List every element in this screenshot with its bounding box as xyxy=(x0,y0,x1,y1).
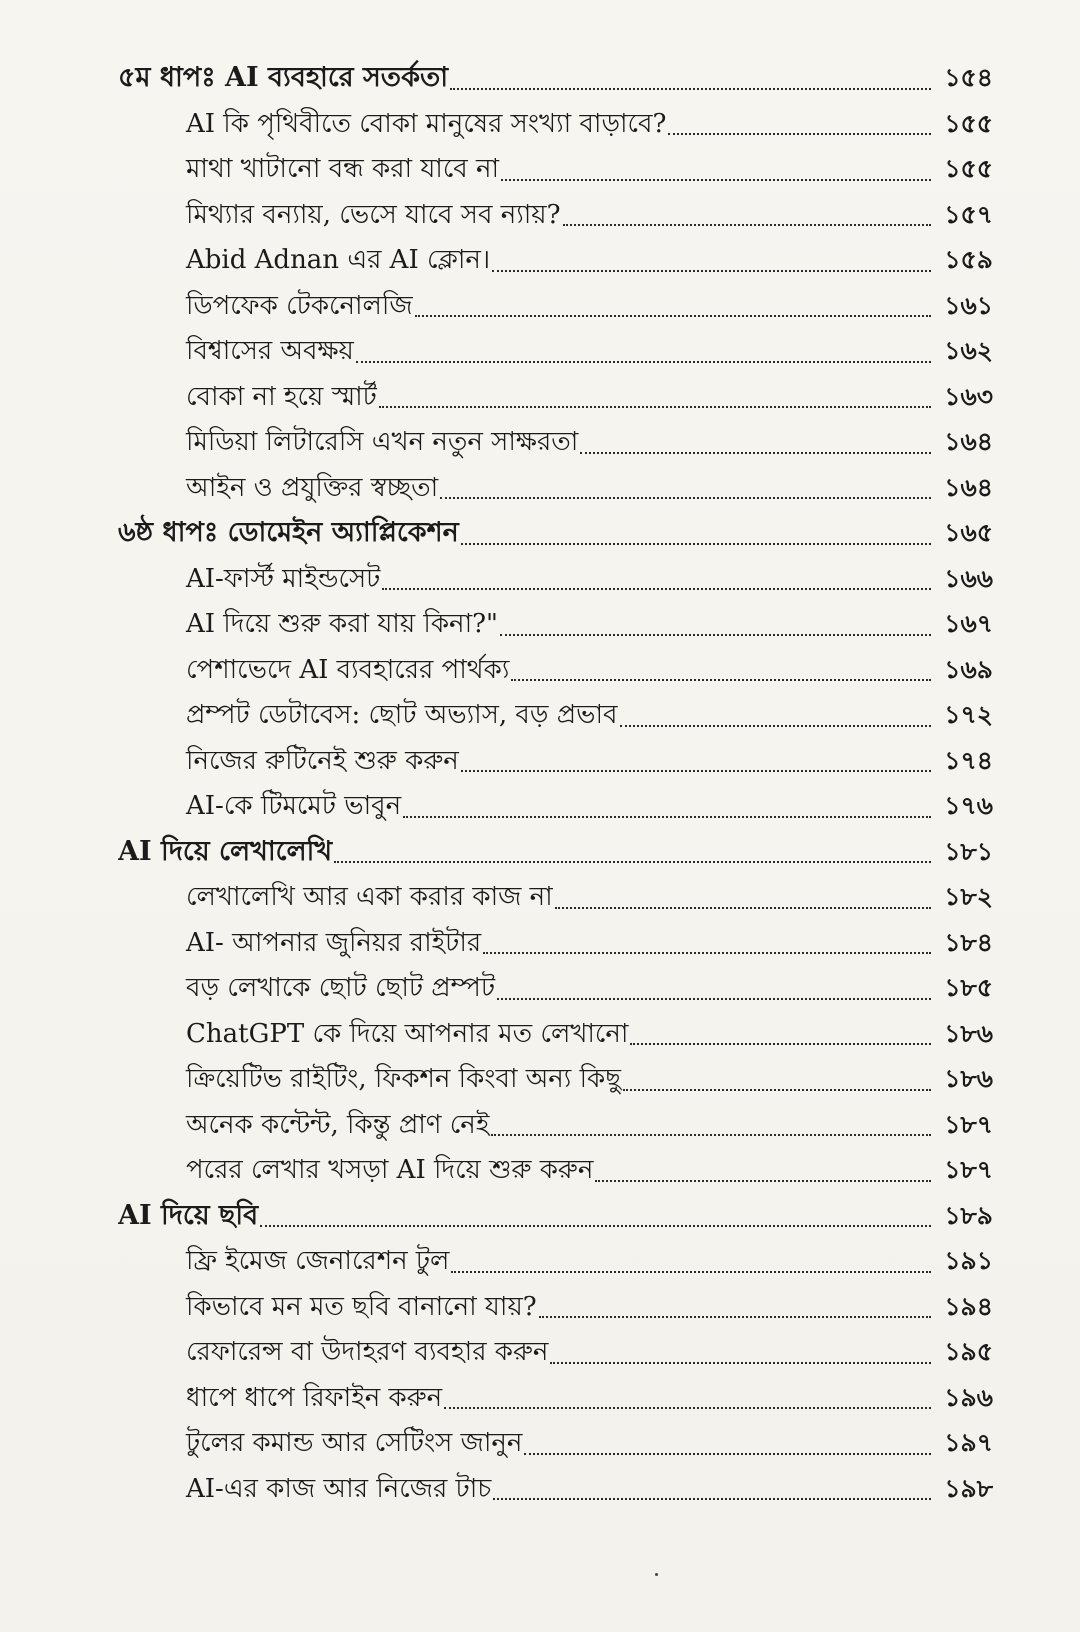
dot-leader xyxy=(461,543,931,545)
dot-leader xyxy=(461,770,931,772)
toc-entry-title: ক্রিয়েটিভ রাইটিং, ফিকশন কিংবা অন্য কিছু xyxy=(186,1064,621,1094)
toc-subentry xyxy=(118,465,993,511)
toc-subentry xyxy=(118,374,993,420)
toc-entry-title: ChatGPT কে দিয়ে আপনার মত লেখানো xyxy=(186,1018,629,1049)
toc-entry-title: ধাপে ধাপে রিফাইন করুন xyxy=(186,1382,443,1413)
dot-leader xyxy=(630,1043,931,1045)
toc-subentry xyxy=(118,647,993,693)
toc-subentry xyxy=(118,783,993,829)
toc-entry-title: বিশ্বাসের অবক্ষয় xyxy=(186,336,354,366)
toc-page-number: ১৮৭ xyxy=(944,1109,993,1139)
dot-leader xyxy=(382,588,931,590)
toc-entry-title: বোকা না হয়ে স্মার্ট xyxy=(186,381,377,412)
toc-subentry xyxy=(118,1284,993,1330)
toc-page-number: ১৯৬ xyxy=(944,1382,993,1412)
toc-page-number: ১৫৭ xyxy=(944,199,993,229)
toc-page-number: ১৯৮ xyxy=(944,1473,993,1503)
toc-page-number: ১৮৬ xyxy=(944,1064,993,1093)
toc-entry-title: AI-এর কাজ আর নিজের টাচ xyxy=(186,1473,492,1504)
toc-subentry xyxy=(118,692,993,738)
toc-entry-title: পরের লেখার খসড়া AI দিয়ে শুরু করুন xyxy=(186,1155,594,1185)
toc-page-number: ১৭৪ xyxy=(944,745,993,775)
toc-entry-title: মাথা খাটানো বন্ধ করা যাবে না xyxy=(186,154,500,184)
toc-entry-title: কিভাবে মন মত ছবি বানানো যায়? xyxy=(186,1291,537,1322)
toc-subentry xyxy=(118,1238,993,1284)
dot-leader xyxy=(501,179,931,181)
dot-leader xyxy=(668,133,931,135)
toc-subentry xyxy=(118,965,993,1011)
toc-subentry xyxy=(118,146,993,192)
toc-subentry xyxy=(118,192,993,238)
dot-leader xyxy=(493,1498,931,1500)
dot-leader xyxy=(623,1089,931,1091)
toc-entry-title: AI দিয়ে লেখালেখি xyxy=(118,835,333,867)
dot-leader xyxy=(550,1362,931,1364)
toc-page-number: ১৫৯ xyxy=(944,245,993,274)
toc-page-number: ১৬৪ xyxy=(944,427,993,456)
toc-entry-title: মিথ্যার বন্যায়, ভেসে যাবে সব ন্যায়? xyxy=(186,199,561,230)
toc-page-number: ১৮২ xyxy=(944,882,993,911)
toc-subentry xyxy=(118,237,993,283)
toc-subentry xyxy=(118,101,993,147)
dot-leader xyxy=(580,452,931,454)
dot-leader xyxy=(595,1180,931,1182)
dot-leader xyxy=(450,88,931,90)
toc-page-number: ১৭৬ xyxy=(944,791,993,820)
toc-page-number: ১৬৭ xyxy=(944,609,993,638)
toc-page-number: ১৬৪ xyxy=(944,472,993,502)
toc-page-number: ১৯৫ xyxy=(944,1337,993,1366)
toc-subentry xyxy=(118,1329,993,1375)
toc-entry-title: নিজের রুটিনেই শুরু করুন xyxy=(186,745,459,776)
toc-section-entry xyxy=(118,55,993,101)
dot-leader xyxy=(555,907,931,909)
toc-page-number: ১৫৫ xyxy=(944,108,993,138)
toc-subentry xyxy=(118,1056,993,1102)
dot-leader xyxy=(563,224,931,226)
toc-page-number: ১৫৪ xyxy=(944,63,993,92)
dot-leader xyxy=(356,361,931,363)
dot-leader xyxy=(451,1271,931,1273)
dot-leader xyxy=(500,634,931,636)
toc-entry-title: বড় লেখাকে ছোট ছোট প্রম্পট xyxy=(186,973,495,1003)
toc-entry-title: AI দিয়ে শুরু করা যায় কিনা?" xyxy=(186,609,499,639)
toc-entry-title: আইন ও প্রযুক্তির স্বচ্ছতা xyxy=(186,472,439,503)
toc-subentry xyxy=(118,1466,993,1512)
toc-entry-title: AI দিয়ে ছবি xyxy=(118,1199,259,1231)
dot-leader xyxy=(491,1134,931,1136)
toc-page-number: ১৮৯ xyxy=(944,1200,993,1230)
toc-subentry xyxy=(118,556,993,602)
dot-leader xyxy=(620,725,931,727)
toc-subentry xyxy=(118,283,993,329)
toc-entry-title: Abid Adnan এর AI ক্লোন। xyxy=(186,245,491,275)
toc-section-entry xyxy=(118,510,993,556)
toc-page-number: ১৬৩ xyxy=(944,381,993,411)
ink-dot xyxy=(655,1573,658,1576)
toc-entry-title: লেখালেখি আর একা করার কাজ না xyxy=(186,882,553,912)
toc-subentry xyxy=(118,738,993,784)
dot-leader xyxy=(444,1407,931,1409)
toc-page-number: ১৫৫ xyxy=(944,154,993,183)
toc-page-number: ১৭২ xyxy=(944,700,993,729)
toc-subentry xyxy=(118,1420,993,1466)
toc-entry-title: ৬ষ্ঠ ধাপঃ ডোমেইন অ্যাপ্লিকেশন xyxy=(118,517,459,548)
toc-page-number: ১৮৪ xyxy=(944,927,993,957)
toc-subentry xyxy=(118,1147,993,1193)
toc-entry-title: অনেক কন্টেন্ট, কিন্তু প্রাণ নেই xyxy=(186,1109,490,1140)
toc-subentry xyxy=(118,920,993,966)
toc-subentry xyxy=(118,601,993,647)
toc-subentry xyxy=(118,1102,993,1148)
dot-leader xyxy=(483,952,931,954)
toc-subentry xyxy=(118,419,993,465)
toc-page-number: ১৯১ xyxy=(944,1246,993,1275)
toc-entry-title: পেশাভেদে AI ব্যবহারের পার্থক্য xyxy=(186,654,510,685)
dot-leader xyxy=(497,998,931,1000)
toc-page-number: ১৯৪ xyxy=(944,1291,993,1321)
dot-leader xyxy=(334,861,931,863)
toc-subentry xyxy=(118,1375,993,1421)
toc-section-entry xyxy=(118,829,993,875)
dot-leader xyxy=(260,1225,931,1227)
toc-page-number: ১৬২ xyxy=(944,336,993,365)
toc-page-number: ১৬৫ xyxy=(944,518,993,547)
toc-page-number: ১৬১ xyxy=(944,290,993,320)
toc-entry-title: মিডিয়া লিটারেসি এখন নতুন সাক্ষরতা xyxy=(186,427,579,457)
toc-page-number: ১৯৭ xyxy=(944,1428,993,1457)
toc-page-number: ১৮১ xyxy=(944,836,993,866)
toc-page-number: ১৬৯ xyxy=(944,654,993,684)
dot-leader xyxy=(440,497,931,499)
dot-leader xyxy=(539,1316,931,1318)
toc-entry-title: রেফারেন্স বা উদাহরণ ব্যবহার করুন xyxy=(186,1337,549,1367)
toc-entry-title: ডিপফেক টেকনোলজি xyxy=(186,290,413,321)
toc-subentry xyxy=(118,1011,993,1057)
toc-subentry xyxy=(118,874,993,920)
toc-subentry xyxy=(118,328,993,374)
dot-leader xyxy=(403,816,931,818)
toc-page-number: ১৬৬ xyxy=(944,563,993,593)
dot-leader xyxy=(524,1453,931,1455)
table-of-contents xyxy=(118,55,993,1511)
toc-section-entry xyxy=(118,1193,993,1239)
toc-page-number: ১৮৭ xyxy=(944,1155,993,1184)
dot-leader xyxy=(492,270,931,272)
toc-entry-title: ৫ম ধাপঃ AI ব্যবহারে সতর্কতা xyxy=(118,62,449,93)
dot-leader xyxy=(415,315,931,317)
toc-entry-title: AI কি পৃথিবীতে বোকা মানুষের সংখ্যা বাড়াবে? xyxy=(186,108,667,139)
toc-page-number: ১৮৬ xyxy=(944,1018,993,1048)
dot-leader xyxy=(511,679,931,681)
toc-page-number: ১৮৫ xyxy=(944,973,993,1002)
toc-entry-title: টুলের কমান্ড আর সেটিংস জানুন xyxy=(186,1428,523,1458)
toc-entry-title: AI-ফার্স্ট মাইন্ডসেট xyxy=(186,563,381,594)
toc-entry-title: AI- আপনার জুনিয়র রাইটার xyxy=(186,927,482,958)
toc-entry-title: ফ্রি ইমেজ জেনারেশন টুল xyxy=(186,1246,450,1276)
toc-entry-title: AI-কে টিমমেট ভাবুন xyxy=(186,791,402,821)
dot-leader xyxy=(379,406,931,408)
toc-entry-title: প্রম্পট ডেটাবেস: ছোট অভ্যাস, বড় প্রভাব xyxy=(186,700,618,730)
